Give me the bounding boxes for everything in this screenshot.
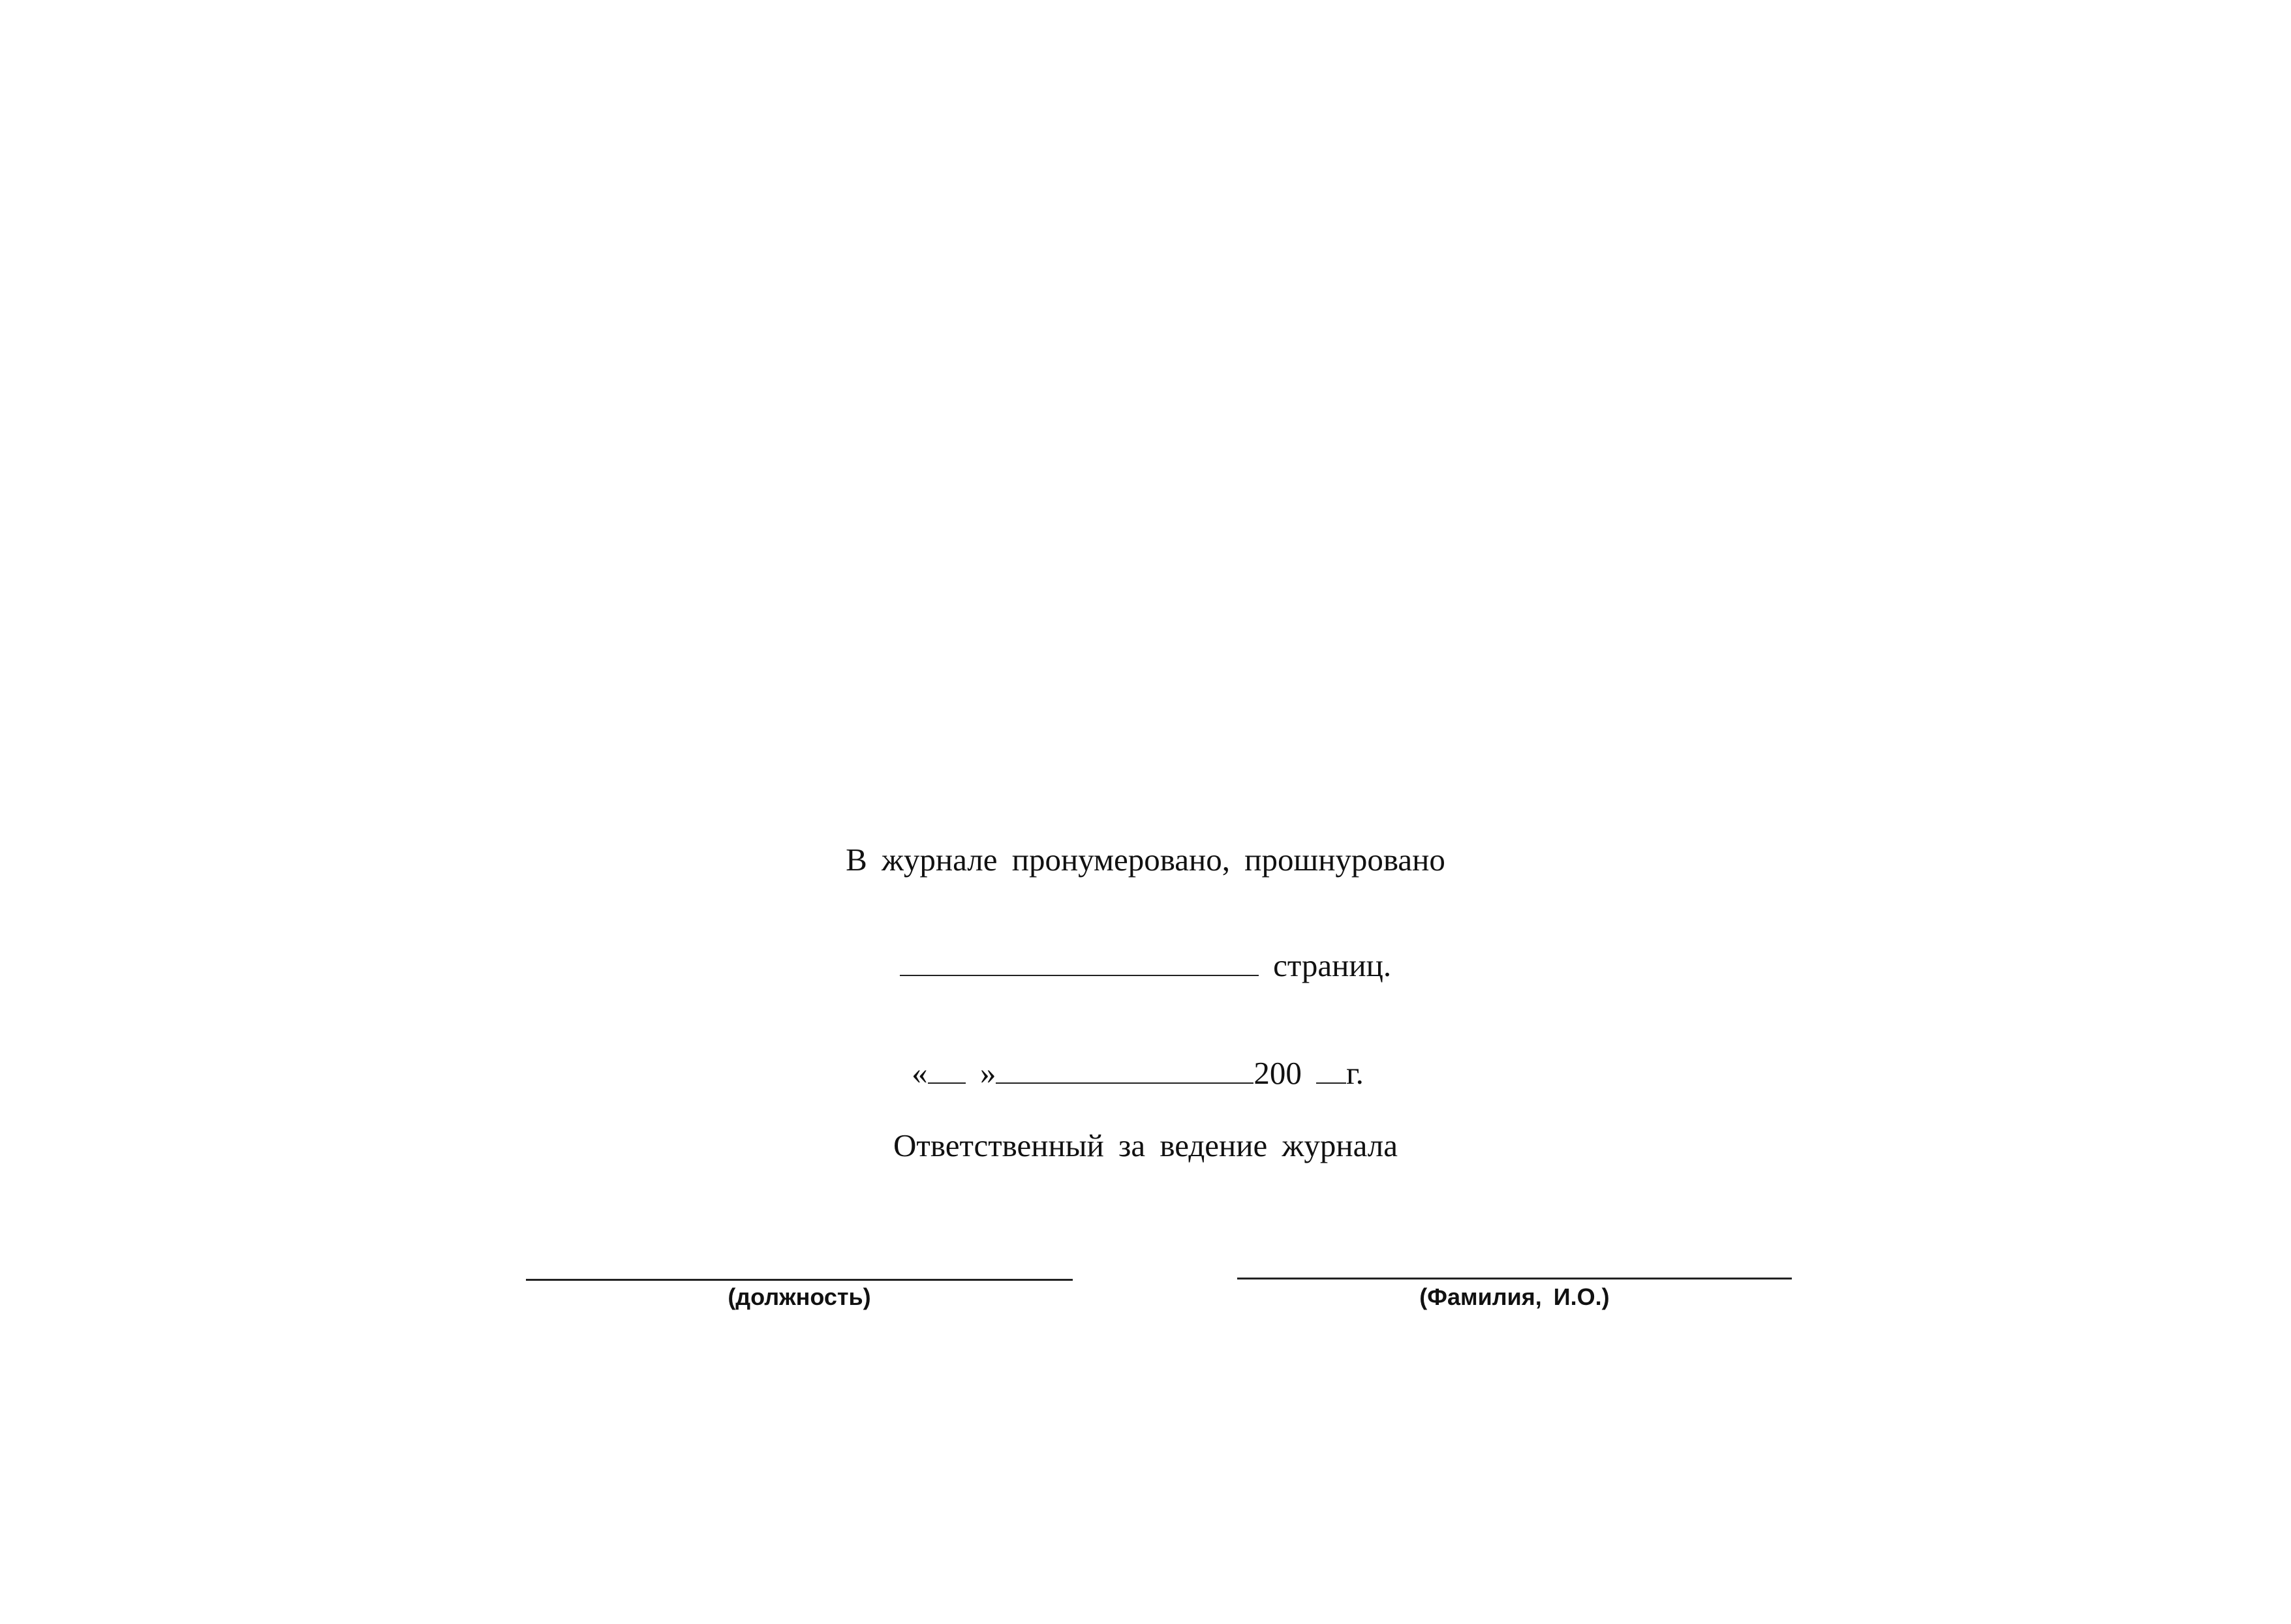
date-close-quote: » bbox=[979, 1055, 996, 1091]
name-signature-line[interactable] bbox=[1237, 1278, 1792, 1279]
date-line bbox=[0, 1054, 2283, 1093]
name-caption: (Фамилия, И.О.) bbox=[1419, 1283, 1610, 1310]
responsible-label: Ответственный за ведение журнала bbox=[893, 1127, 1398, 1163]
date-day-blank[interactable] bbox=[928, 1056, 966, 1084]
pages-count-line bbox=[0, 946, 2291, 985]
pages-count-blank[interactable] bbox=[900, 949, 1259, 976]
journal-heading: В журнале пронумеровано, прошнуровано bbox=[846, 842, 1445, 878]
position-signature-line[interactable] bbox=[526, 1279, 1073, 1281]
position-caption: (должность) bbox=[728, 1283, 871, 1310]
date-year-blank[interactable] bbox=[1316, 1056, 1346, 1084]
date-year-prefix: 200 bbox=[1253, 1055, 1302, 1091]
pages-suffix: страниц. bbox=[1273, 947, 1392, 983]
date-open-quote: « bbox=[912, 1055, 928, 1091]
date-month-blank[interactable] bbox=[996, 1056, 1253, 1084]
date-year-suffix: г. bbox=[1346, 1055, 1364, 1091]
